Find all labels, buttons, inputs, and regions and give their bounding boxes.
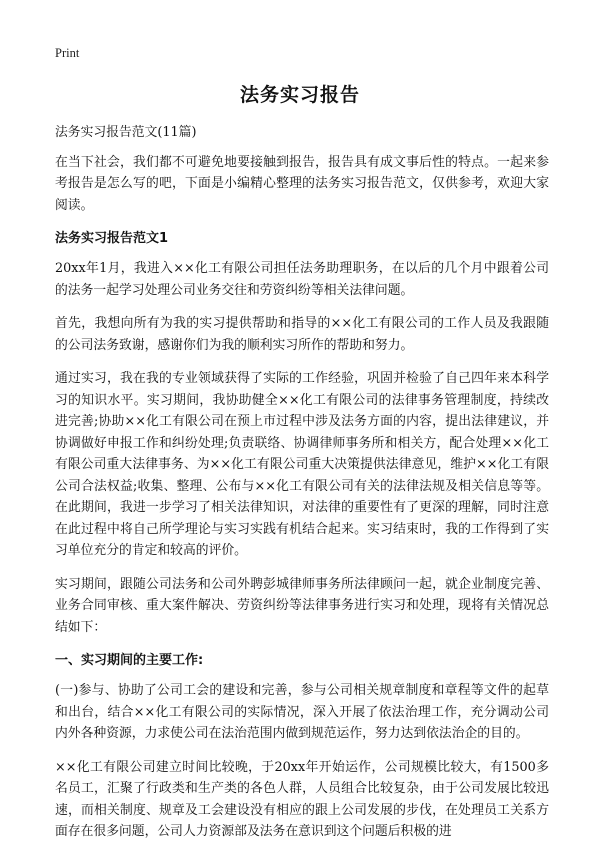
intro-paragraph: 在当下社会，我们都不可避免地要接触到报告，报告具有成文事后性的特点。一起来参考报告是怎么写的吧，下面是小编精心整理的法务实习报告范文，仅供参考，欢迎大家阅读。 — [55, 154, 549, 213]
body-paragraph: (一)参与、协助了公司工会的建设和完善，参与公司相关规章制度和章程等文件的起草和出台，结合××化工有限公司的实际情况，深入开展了依法治理工作，充分调动公司内外各种资源，力求使公司在法治范围内做到规范运作，努力达到依法治企的目的。 — [55, 683, 549, 741]
document-subtitle: 法务实习报告范文(11篇) — [55, 125, 197, 140]
body-paragraph: 首先，我想向所有为我的实习提供帮助和指导的××化工有限公司的工作人员及我跟随的公司法务致谢，感谢你们为我的顺利实习所作的帮助和努力。 — [55, 316, 549, 353]
body-paragraph: ××化工有限公司建立时间比较晚，于20xx年开始运作，公司规模比较大，有1500多名员工，汇聚了行政类和生产类的各色人群，人员组合比较复杂，由于公司发展比较迅速，而相关制度、规章及工会建设没有相应的跟上公司发展的步伐，在处理员工关系方面存在很多问题，公司人力资源部及法务在意识到这个问题后积极的进 — [55, 759, 549, 839]
body-paragraph: 实习期间，跟随公司法务和公司外聘彭城律师事务所法律顾问一起，就企业制度完善、业务合同审核、重大案件解决、劳资纠纷等法律事务进行实习和处理，现将有关情况总结如下： — [55, 576, 549, 635]
body-paragraph: 20xx年1月，我进入××化工有限公司担任法务助理职务，在以后的几个月中跟着公司的法务一起学习处理公司业务交往和劳资纠纷等相关法律问题。 — [55, 261, 549, 298]
document-body — [55, 122, 549, 855]
body-paragraph: 通过实习，我在我的专业领域获得了实际的工作经验，巩固并检验了自己四年来本科学习的知识水平。实习期间，我协助健全××化工有限公司的法律事务管理制度，持续改进完善;协助××化工有限公司在预上市过程中涉及法务方面的内容，提出法律建议，并协调做好申报工作和纠纷处理;负责联络、协调律师事务所和相关方，配合处理××化工有限公司重大法律事务、为××化工有限公司重大决策提供法律意见，维护××化工有限公司合法权益;收集、整理、公布与××化工有限公司有关的法律法规及相关信息等等。在此期间，我进一步学习了相关法律知识，对法律的重要性有了更深的理解，同时注意在此过程中将自己所学理论与实习实践有机结合起来。实习结束时，我的工作得到了实习单位充分的肯定和较高的评价。 — [55, 371, 549, 558]
section-heading: 一、实习期间的主要工作: — [55, 653, 204, 668]
section-heading: 法务实习报告范文1 — [55, 231, 169, 246]
page-title: 法务实习报告 — [239, 84, 360, 106]
print-link[interactable]: Print — [55, 46, 80, 60]
